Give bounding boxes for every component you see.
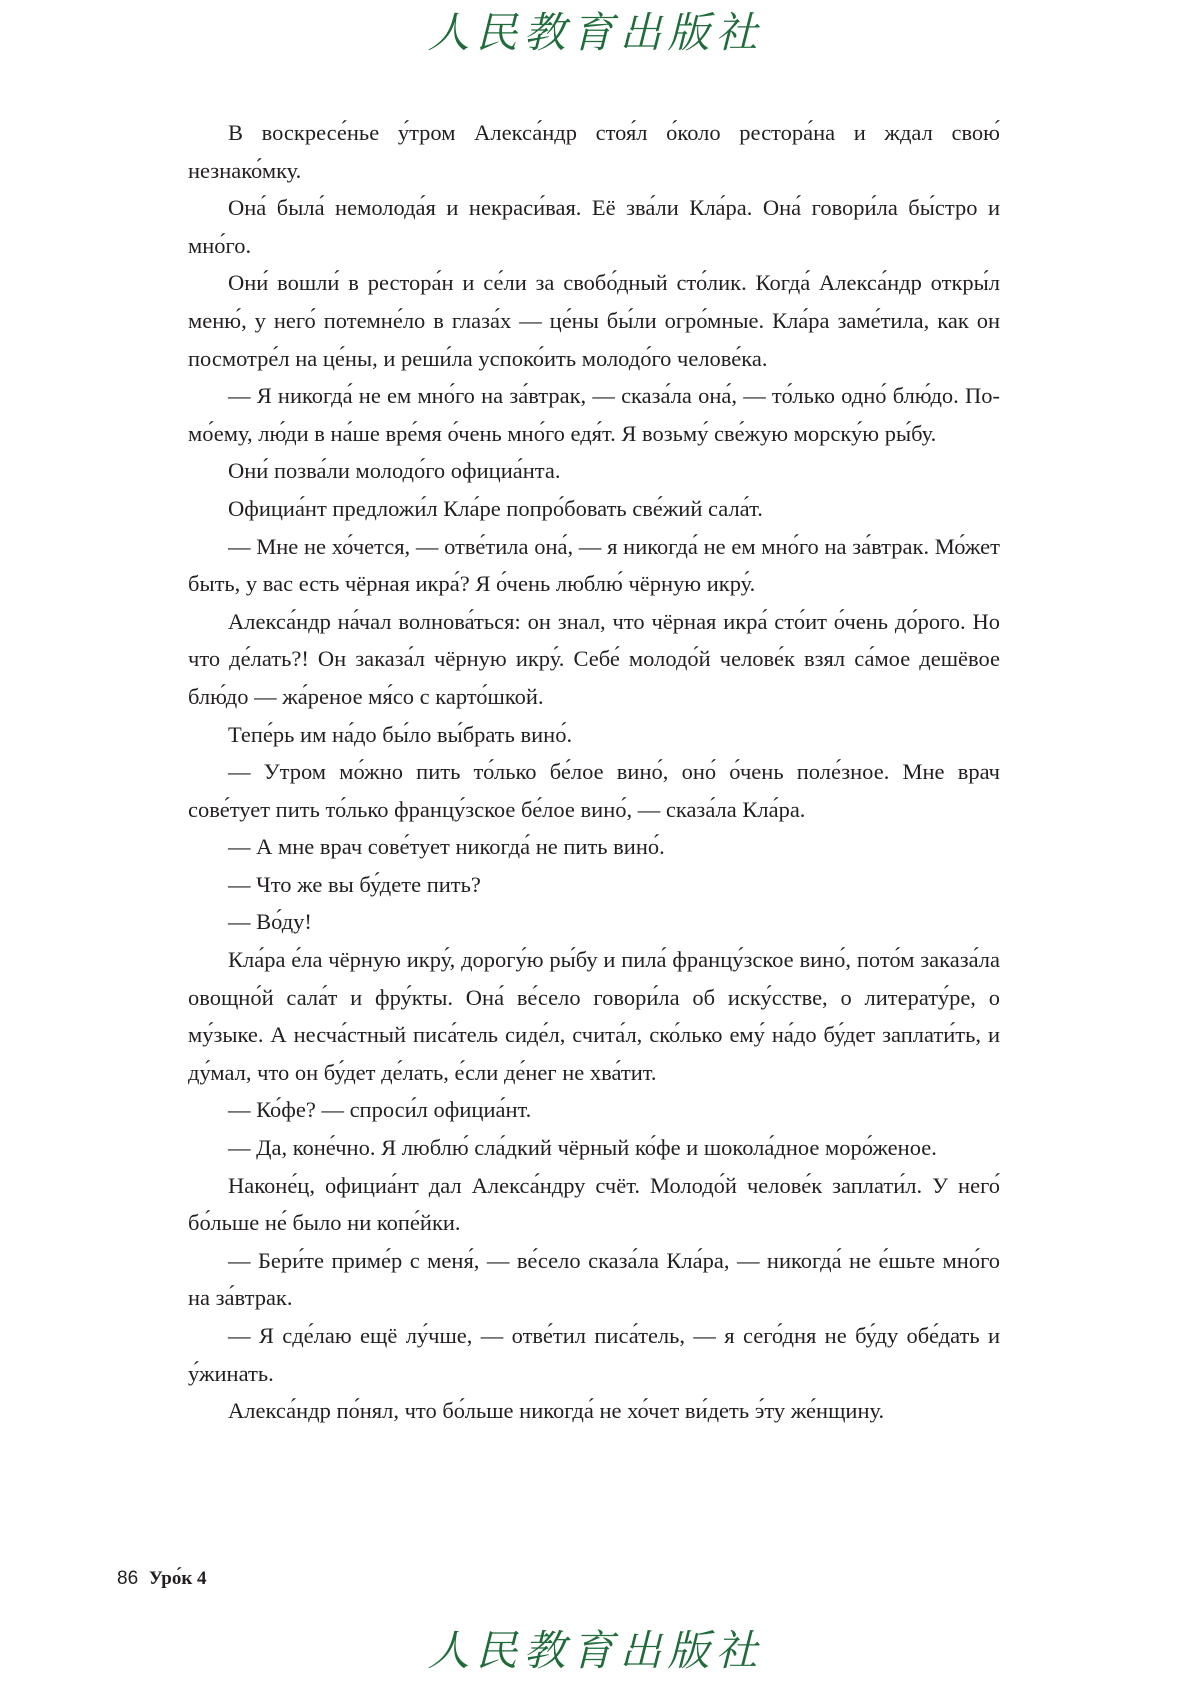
paragraph: Они́ позва́ли молодо́го официа́нта. [228, 458, 561, 484]
paragraph: В воскресе́нье у́тром Алекса́ндр стоя́л о́коло рестора́на и ждал свою́ незнако́мку. [188, 120, 1000, 183]
paragraph: Наконе́ц, официа́нт дал Алекса́ндру счёт. Молодо́й челове́к заплати́л. У него́ бо́льше не́ было ни копе́йки. [188, 1172, 1000, 1236]
page-footer [117, 1568, 207, 1590]
paragraph: — Я никогда́ не ем мно́го на за́втрак, — сказа́ла она́, — то́лько одно́ блю́до. По-мо́ему, лю́ди в на́ше вре́мя о́чень мно́го едя́т. Я возьму́ све́жую морску́ю ры́бу. [188, 383, 1000, 446]
lesson-label: Уро́к 4 [148, 1568, 207, 1589]
paragraph: Тепе́рь им на́до бы́ло вы́брать вино́. [228, 721, 573, 747]
paragraph: — Мне не хо́чется, — отве́тила она́, — я никогда́ не ем мно́го на за́втрак. Мо́жет быть, у вас есть чёрная икра́? Я о́чень люблю́ чёрную икру́. [188, 533, 1000, 597]
paragraph: — Ко́фе? — спроси́л официа́нт. [228, 1097, 532, 1123]
paragraph: — Да, коне́чно. Я люблю́ сла́дкий чёрный ко́фе и шокола́дное моро́женое. [228, 1135, 937, 1161]
paragraph: Алекса́ндр на́чал волнова́ться: он знал, что чёрная икра́ сто́ит о́чень до́рого. Но что де́лать?! Он заказа́л чёрную икру́. Себе́ молодо́й челове́к взял са́мое дешёвое блю́до — жа́реное мя́со с карто́шкой. [188, 608, 1000, 709]
paragraph: — Я сде́лаю ещё лу́чше, — отве́тил писа́тель, — я сего́дня не бу́ду обе́дать и у́жинать. [188, 1323, 1000, 1386]
paragraph: — Утром мо́жно пить то́лько бе́лое вино́, оно́ о́чень поле́зное. Мне врач сове́тует пить то́лько францу́зское бе́лое вино́, — сказа́ла Кла́ра. [188, 759, 1000, 822]
story-text [188, 114, 1000, 1430]
paragraph: — Бери́те приме́р с меня́, — ве́село сказа́ла Кла́ра, — никогда́ не е́шьте мно́го на за́втрак. [188, 1247, 1000, 1311]
paragraph: Официа́нт предложи́л Кла́ре попро́бовать све́жий сала́т. [228, 495, 763, 521]
paragraph: — А мне врач сове́тует никогда́ не пить вино́. [228, 834, 665, 860]
publisher-logo-bottom: 人民教育出版社 [427, 1626, 764, 1675]
page-number: 86 [117, 1568, 139, 1589]
paragraph: — Что же вы бу́дете пить? [228, 871, 481, 897]
paragraph: Кла́ра е́ла чёрную икру́, дорогу́ю ры́бу и пила́ францу́зское вино́, пото́м заказа́ла овощно́й сала́т и фру́кты. Она́ ве́село говори́ла об иску́сстве, о литерату́ре, о му́зыке. А несча́стный писа́тель сиде́л, счита́л, ско́лько ему́ на́до бу́дет заплати́ть, и ду́мал, что он бу́дет де́лать, е́сли де́нег не хва́тит. [188, 947, 1000, 1085]
paragraph: Она́ была́ немолода́я и некраси́вая. Её зва́ли Кла́ра. Она́ говори́ла бы́стро и мно́го. [188, 195, 1000, 258]
paragraph: Алекса́ндр по́нял, что бо́льше никогда́ не хо́чет ви́деть э́ту же́нщину. [228, 1398, 885, 1424]
paragraph: — Во́ду! [228, 909, 312, 935]
publisher-logo-top: 人民教育出版社 [427, 8, 764, 57]
paragraph: Они́ вошли́ в рестора́н и се́ли за свобо́дный сто́лик. Когда́ Алекса́ндр откры́л меню́, у него́ потемне́ло в глаза́х — це́ны бы́ли огро́мные. Кла́ра заме́тила, как он посмотре́л на це́ны, и реши́ла успоко́ить молодо́го челове́ка. [188, 270, 1000, 371]
